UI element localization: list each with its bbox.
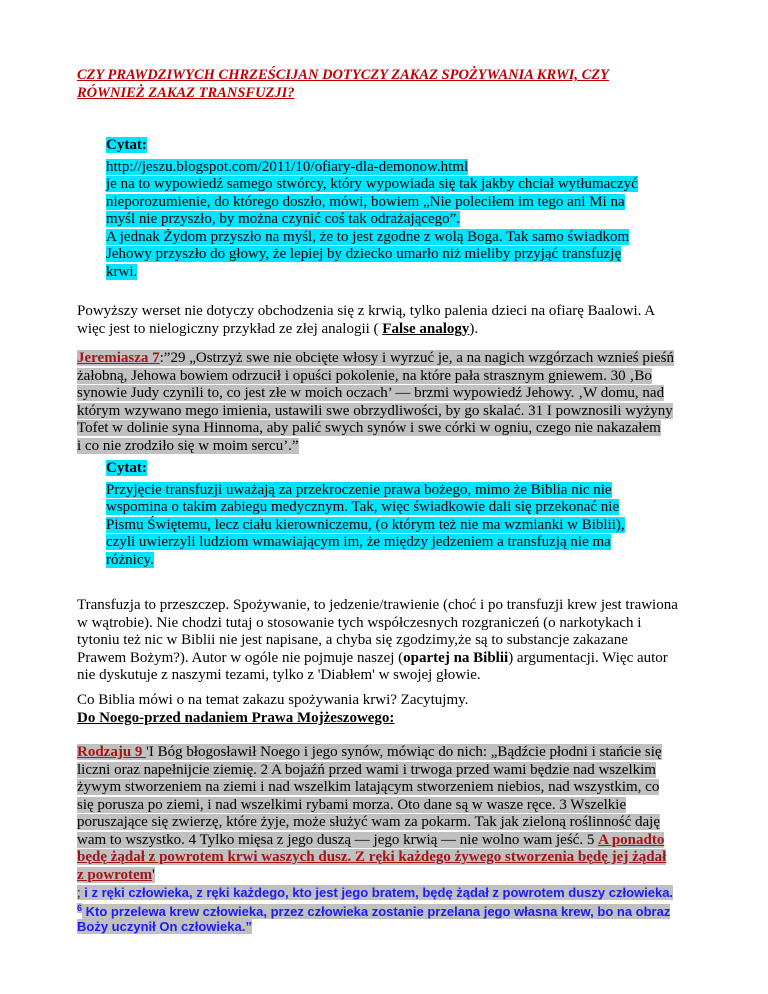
section-heading: Do Noego-przed nadaniem Prawa Mojżeszowego: [77,709,395,726]
quote-text-line: krwi. [106,263,138,280]
verse-emphasis: z powrotem [77,866,153,883]
genesis-quote [77,744,673,935]
verse-line: Tofet w dolinie syna Hinnoma, aby palić swych synów i swe córki w ogniu, czego nie nakazałem [77,420,661,436]
quote-text-line: Pismu Świętemu, lecz ciału kierowniczemu, (o którym też nie ma wzmianki w Biblii), [106,516,625,533]
verse-line: :”29 „Ostrzyż swe nie obcięte włosy i wyrzuć je, a na nagich wzgórzach wznieś pieśń [159,350,675,366]
paragraph-line: Co Biblia mówi o na temat zakazu spożywania krwi? Zacytujmy. [77,692,469,708]
document-title [77,67,717,102]
quote-text-line: je na to wypowiedź samego stwórcy, który wypowiada się tak jakby chciał wytłumaczyć [106,176,638,192]
paragraph-text: ) argumentacji. Więc autor [508,649,668,666]
title-line-1: CZY PRAWDZIWYCH CHRZEŚCIJAN DOTYCZY ZAKAZ SPOŻYWANIA KRWI, CZY [77,67,610,83]
quote-text-line: Przyjęcie transfuzji uważają za przekroczenie prawa bożego, mimo że Biblia nic nie [106,481,612,498]
verse-line: i co nie zrodziło się w moim sercu’.” [77,437,299,454]
verse-line: żałobną, Jehowa bowiem odrzucił i opuści pokolenie, na które pała strasznym gniewem. 30 ‚Bo [77,367,652,384]
verse-emphasis: będę żądał z powrotem krwi waszych dusz. Z ręki każdego żywego stworzenia będę jej żądał [77,849,667,865]
paragraph-line: Transfuzja to przeszczep. Spożywanie, to jedzenie/trawienie (choć i po transfuzji krew jest trawiona [77,597,678,613]
verse-line: którym wzywano mego imienia, ustawili swe obrzydliwości, by go skalać. 31 I powznosili wyżyny [77,402,673,419]
quote-block-1 [106,137,646,281]
verse-separator: ; [77,885,85,900]
false-analogy-link[interactable]: False analogy [382,320,470,337]
verse-line: się porusza po ziemi, i nad wszelkimi rybami morza. Oto dane są w wasze ręce. 3 Wszelkie [77,796,627,813]
paragraph-line: Powyższy werset nie dotyczy obchodzenia się z krwią, tylko palenia dzieci na ofiarę Baalowi. A [77,303,656,319]
quote-text-line: wspomina o takim zabiegu medycznym. Tak, więc świadkowie dali się przekonać nie [106,499,620,515]
paragraph-text: więc jest to nielogiczny przykład ze złej analogii ( [77,320,383,337]
verse-blue-line: Boży uczynił On człowieka.” [77,919,252,935]
quote-text-line: czyli uwierzyli ludziom wmawiającym im, że między jedzeniem a transfuzją nie ma [106,534,611,550]
paragraph-bold: opartej na Biblii [403,649,509,666]
paragraph-transfusion [77,597,678,685]
quote-label: Cytat: [106,137,147,153]
verse-line: synowie Judy czynili to, co jest złe w moich oczach’ — brzmi wypowiedź Jehowy. ‚W domu, nad [77,385,665,401]
verse-number: 6 [77,902,83,913]
verse-line: ' [152,866,155,883]
genesis-reference[interactable]: Rodzaju 9 [77,744,147,760]
verse-line: wam to wszystko. 4 Tylko mięsa z jego duszą — jego krwią — nie wolno wam jeść. 5 [77,831,599,848]
title-line-2: RÓWNIEŻ ZAKAZ TRANSFUZJI? [77,84,295,101]
verse-line: 'I Bóg błogosławił Noego i jego synów, mówiąc do nich: „Bądźcie płodni i stańcie się [146,744,662,760]
quote-text-line: myśl nie przyszło, by można czynić coś tak odrażającego”. [106,211,461,227]
paragraph-line: tytoniu też nic w Biblii nie jest napisane, a chyba się zgodzimy,że są to substancje zakazane [77,632,628,648]
paragraph-line: w wątrobie). Nie chodzi tutaj o stosowanie tych współczesnych rozgraniczeń (o narkotykach i [77,614,642,631]
jeremiah-quote [77,350,674,455]
paragraph-analogy [77,303,655,338]
paragraph-text: ). [469,320,479,337]
verse-blue-line: Kto przelewa krew człowieka, przez człowieka zostanie przelana jego własna krew, bo na obraz [82,903,671,919]
paragraph-line: nie dyskutuje z naszymi tezami, tylko z 'Diabłem' w swojej głowie. [77,667,481,683]
verse-line: żywym stworzeniem na ziemi i nad wszelkim latającym stworzeniem niebios, nad wszystkim, co [77,779,660,795]
quote-text-line: różnicy. [106,551,154,568]
jeremiah-reference[interactable]: Jeremiasza 7 [77,350,160,366]
paragraph-intro [77,692,468,727]
verse-emphasis: A ponadto [598,831,665,848]
verse-blue-line: i z ręki człowieka, z ręki każdego, kto jest jego bratem, będę żądał z powrotem duszy człowieka. [84,885,674,900]
quote-text-line: A jednak Żydom przyszło na myśl, że to jest zgodne z wolą Boga. Tak samo świadkom [106,228,630,245]
quote-text-line: nieporozumienie, do którego doszło, mówi, bowiem „Nie poleciłem im tego ani Mi na [106,193,625,210]
verse-line: liczni oraz napełnijcie ziemię. 2 A bojaźń przed wami i trwoga przed wami będzie nad wszelkim [77,761,656,778]
quote-label: Cytat: [106,460,147,476]
quote-url[interactable]: http://jeszu.blogspot.com/2011/10/ofiary-dla-demonow.html [106,158,469,175]
paragraph-text: Prawem Bożym?). Autor w ogóle nie pojmuje naszej ( [77,649,404,666]
quote-text-line: Jehowy przyszło do głowy, że lepiej by dziecko umarło niż mieliby przyjąć transfuzję [106,246,622,262]
verse-line: poruszające się zwierzę, które żyje, może służyć wam za pokarm. Tak jak zieloną roślinność daję [77,814,661,830]
quote-block-2 [106,460,646,569]
